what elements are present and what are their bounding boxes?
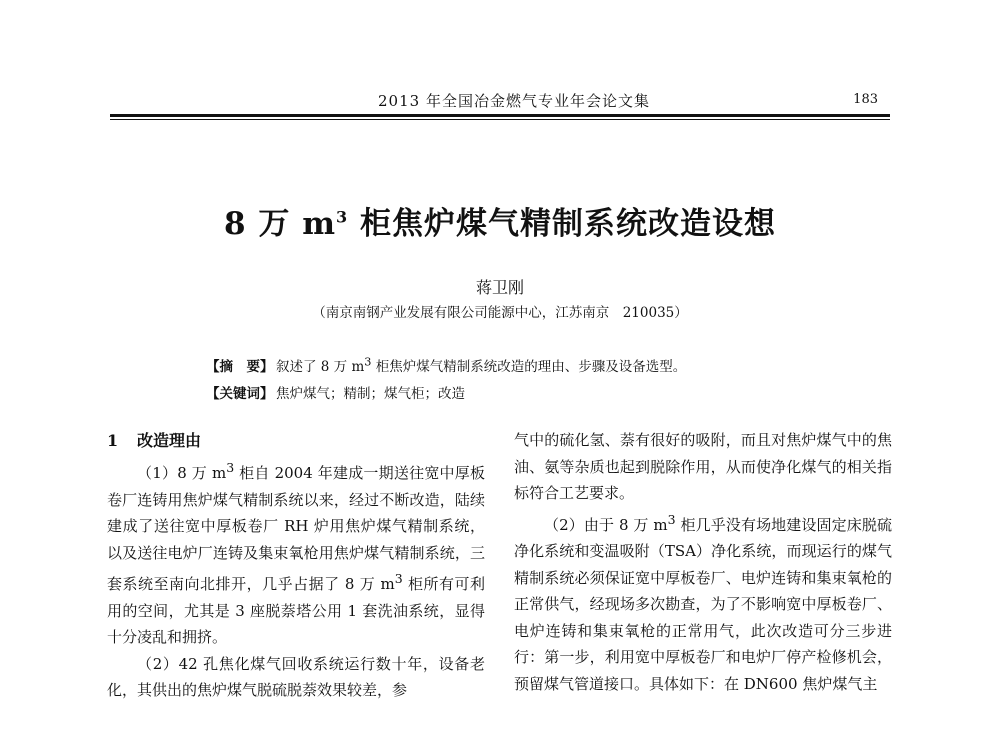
title-part-1: 8 万 m bbox=[224, 206, 337, 242]
abstract-text-2: 柜焦炉煤气精制系统改造的理由、步骤及设备选型。 bbox=[371, 359, 687, 375]
keywords bbox=[206, 382, 465, 402]
author-name: 蒋卫刚 bbox=[475, 278, 524, 297]
left-paragraph-1 bbox=[107, 455, 485, 651]
left-para1-superscript: 3 bbox=[226, 460, 235, 475]
left-column bbox=[107, 427, 485, 704]
abstract-superscript: 3 bbox=[364, 355, 372, 369]
keywords-label: 【关键词】 bbox=[206, 386, 274, 402]
abstract bbox=[206, 355, 686, 375]
title-part-2: 柜焦炉煤气精制系统改造设想 bbox=[348, 206, 776, 242]
right-paragraph-1: 气中的硫化氢、萘有很好的吸附，而且对焦炉煤气中的焦油、氨等杂质也起到脱除作用，从而使净化煤气的相关指标符合工艺要求。 bbox=[514, 431, 892, 502]
right-para2-text-b: 柜几乎没有场地建设固定床脱硫净化系统和变温吸附（TSA）净化系统，而现运行的煤气精制系统必须保证宽中厚板卷厂、电炉连铸和集束氧枪的正常供气，经现场多次勘查，为了不影响宽中厚板卷厂、电炉连铸和集束氧枪的正常用气，此次改造可分三步进行：第一步，利用宽中厚板卷厂和电炉厂停产检修机会，预留煤气管道接口。具体如下：在 DN600 焦炉煤气主 bbox=[514, 515, 892, 693]
title-superscript: 3 bbox=[336, 207, 349, 227]
abstract-text-1: 叙述了 8 万 m bbox=[276, 359, 365, 375]
page-number: 183 bbox=[853, 92, 878, 107]
section-heading bbox=[107, 427, 485, 455]
abstract-label: 【摘 要】 bbox=[206, 359, 274, 375]
author-affiliation: （南京南钢产业发展有限公司能源中心，江苏南京 210035） bbox=[312, 305, 688, 321]
section-number: 1 bbox=[107, 431, 119, 450]
right-column bbox=[514, 427, 892, 697]
left-para1-text-b: 柜自 2004 年建成一期送往宽中厚板卷厂连铸用焦炉煤气精制系统以来，经过不断改造，陆续建成了送往宽中厚板卷厂 RH 炉用焦炉煤气精制系统，以及送往电炉厂连铸及集束氧枪用焦炉煤气精制系统，三套系统至南向北排开，几乎占据了 8 万 m bbox=[107, 464, 485, 593]
header-rule-thin bbox=[110, 119, 890, 120]
right-paragraph-2 bbox=[514, 507, 892, 698]
paper-title bbox=[0, 198, 1000, 243]
keywords-text: 焦炉煤气；精制；煤气柜；改造 bbox=[276, 386, 465, 402]
section-title: 改造理由 bbox=[137, 431, 202, 450]
left-para1-text-c: 柜所有可利用的空间，尤其是 3 座脱萘塔公用 1 套洗油系统，显得十分凌乱和拥挤。 bbox=[107, 575, 485, 646]
left-para1-text-a: （1）8 万 m bbox=[137, 464, 227, 482]
header-rule-thick bbox=[110, 114, 890, 117]
journal-title: 2013 年全国冶金燃气专业年会论文集 bbox=[378, 92, 650, 110]
right-para2-text-a: （2）由于 8 万 m bbox=[544, 515, 668, 534]
left-para1-superscript-2: 3 bbox=[394, 571, 403, 586]
left-paragraph-2: （2）42 孔焦化煤气回收系统运行数十年，设备老化，其供出的焦炉煤气脱硫脱萘效果较差，参 bbox=[107, 654, 485, 699]
right-para2-superscript: 3 bbox=[667, 511, 676, 527]
running-header bbox=[110, 86, 890, 116]
